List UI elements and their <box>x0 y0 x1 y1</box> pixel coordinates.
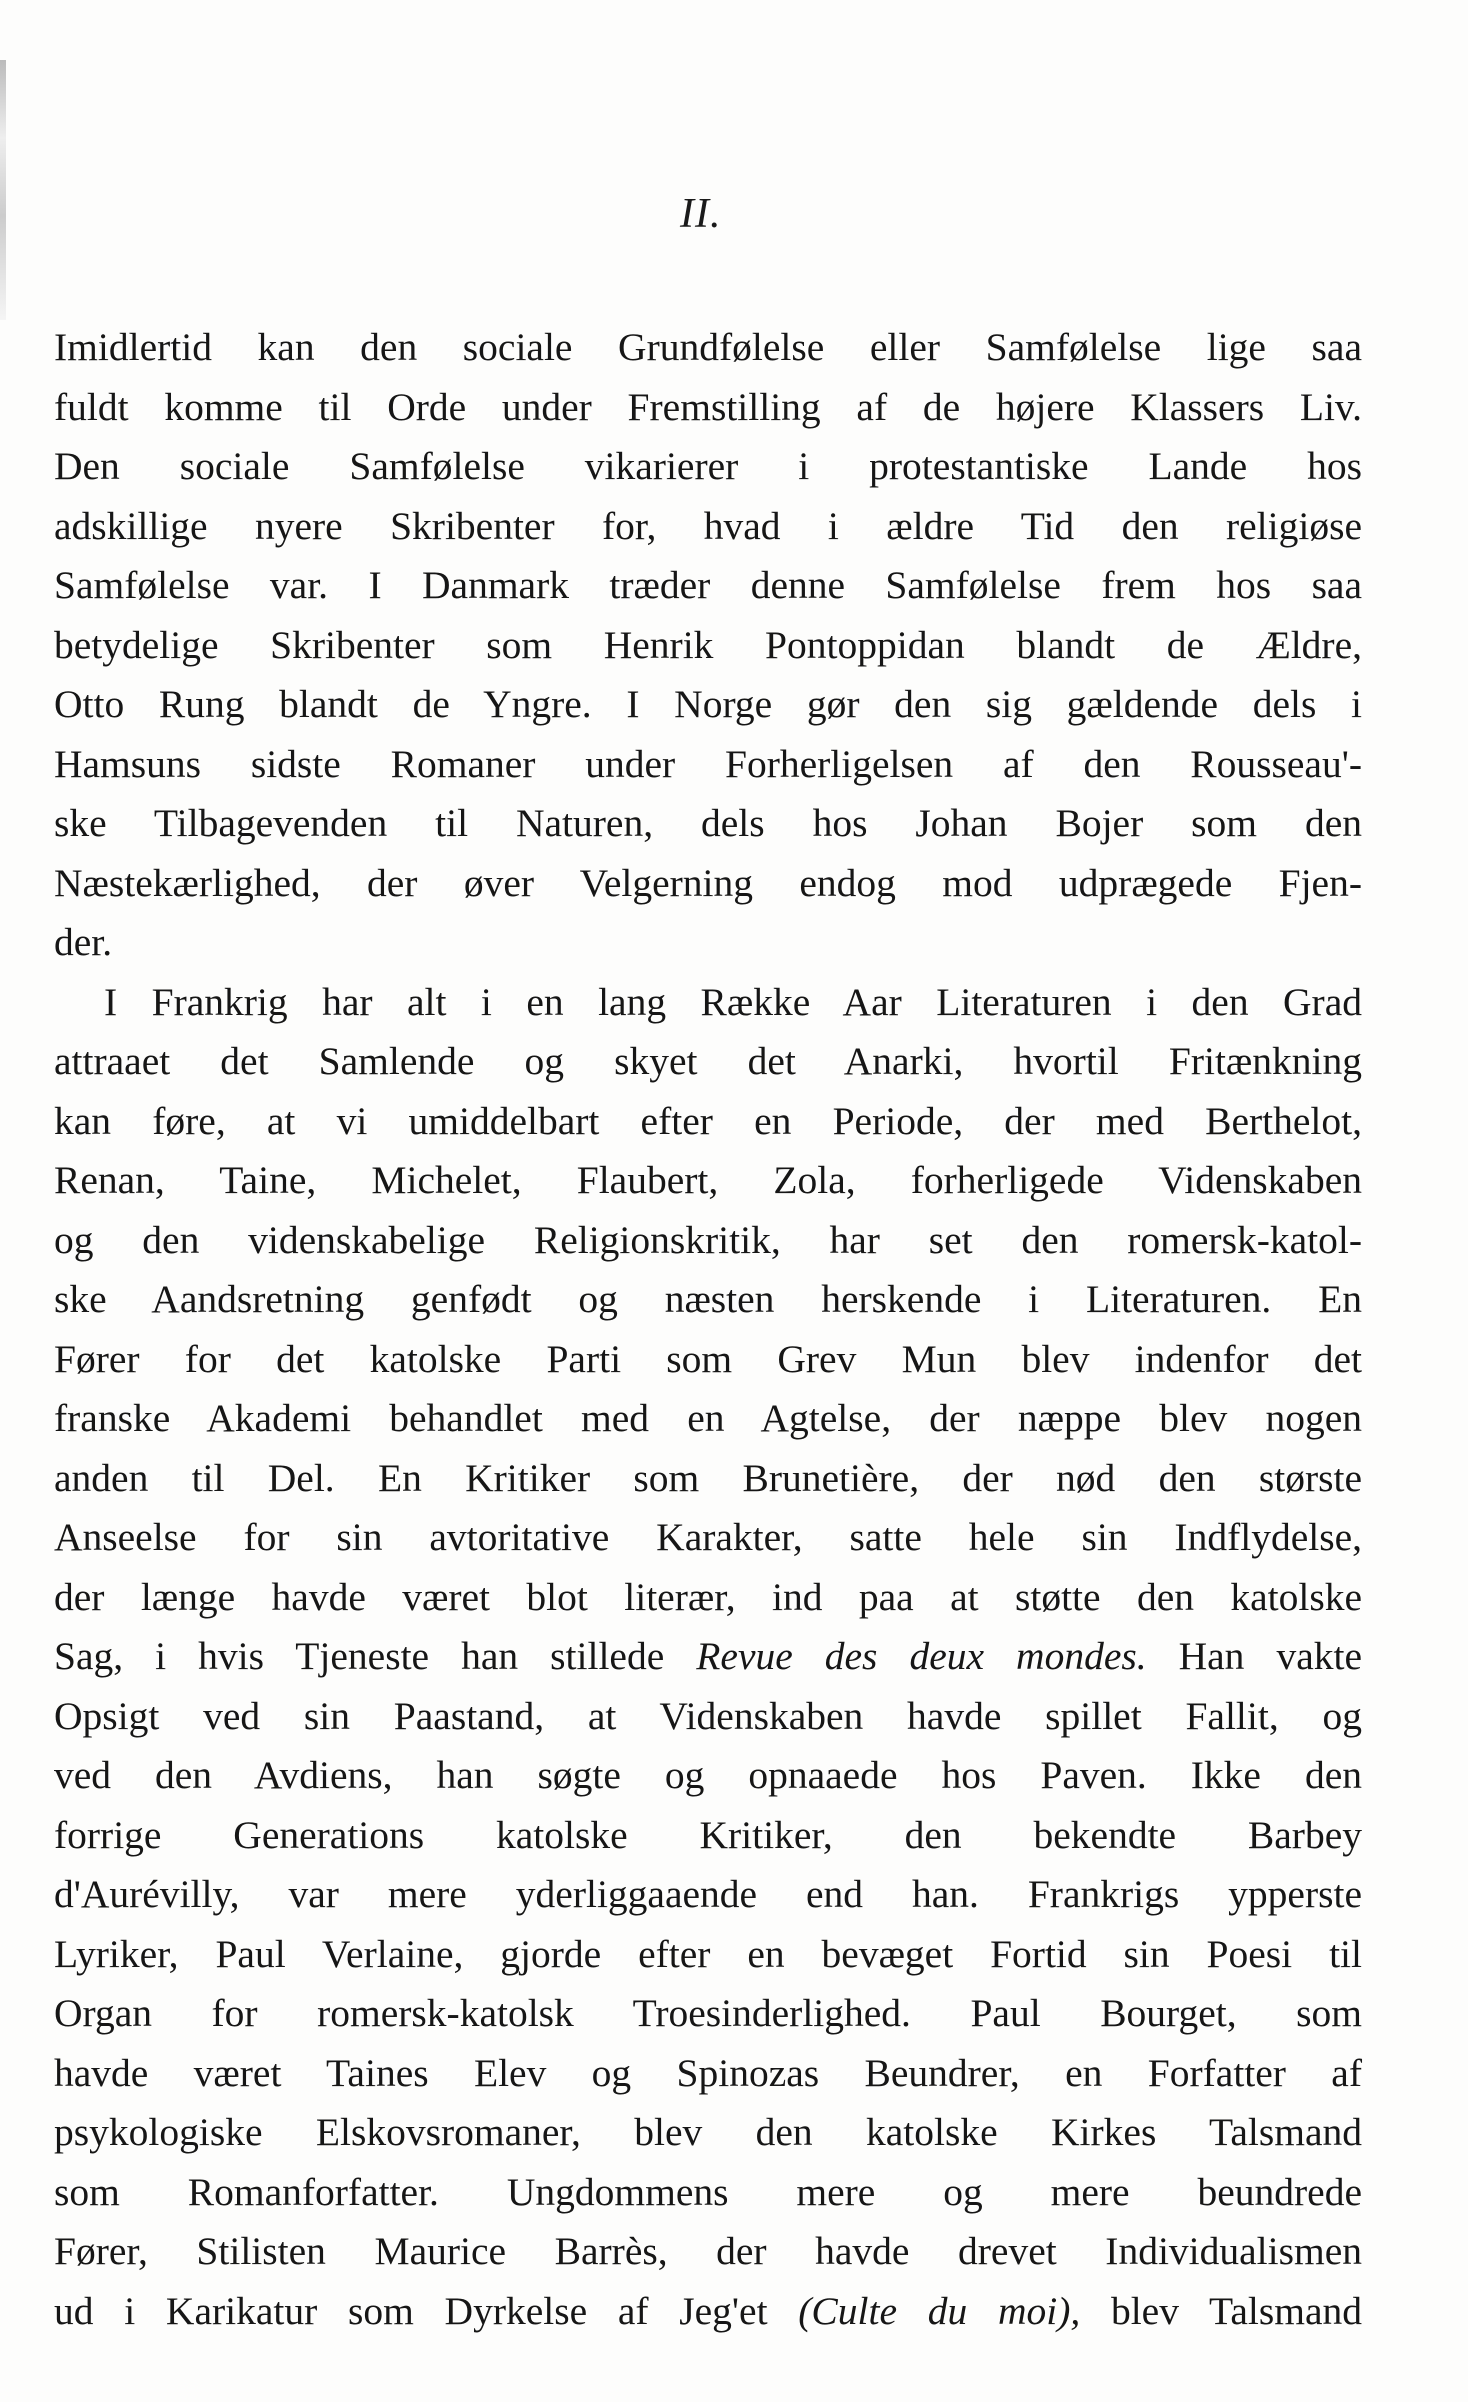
text-line: I Frankrig har alt i en lang Række Aar Literaturen i den Grad <box>104 979 1362 1024</box>
italic-title: (Culte du moi), <box>798 2288 1081 2333</box>
text-line: Fører for det katolske Parti som Grev Mun blev indenfor det <box>54 1336 1362 1381</box>
text-line: fuldt komme til Orde under Fremstilling af de højere Klassers Liv. <box>54 384 1362 429</box>
text-line: adskillige nyere Skribenter for, hvad i ældre Tid den religiøse <box>54 503 1362 548</box>
body-text <box>54 318 1362 2341</box>
text-line: Renan, Taine, Michelet, Flaubert, Zola, forherligede Videnskaben <box>54 1158 1362 1202</box>
text-line: franske Akademi behandlet med en Agtelse, der næppe blev nogen <box>54 1396 1362 1440</box>
text-line <box>54 2282 1362 2342</box>
text-line: ske Aandsretning genfødt og næsten herskende i Literaturen. En <box>54 1277 1362 1321</box>
text-line: Lyriker, Paul Verlaine, gjorde efter en bevæget Fortid sin Poesi til <box>54 1931 1362 1976</box>
text-line: Organ for romersk-katolsk Troesinderlighed. Paul Bourget, som <box>54 1991 1362 2035</box>
text-line: ved den Avdiens, han søgte og opnaaede hos Paven. Ikke den <box>54 1753 1362 1797</box>
text-line <box>54 1627 1362 1687</box>
text-line: Fører, Stilisten Maurice Barrès, der havde drevet Individualismen <box>54 2229 1362 2273</box>
text-line: Samfølelse var. I Danmark træder denne Samfølelse frem hos saa <box>54 563 1362 607</box>
text-line: anden til Del. En Kritiker som Brunetière, der nød den største <box>54 1455 1362 1500</box>
text-line: Otto Rung blandt de Yngre. I Norge gør den sig gældende dels i <box>54 682 1362 726</box>
text-line: kan føre, at vi umiddelbart efter en Periode, der med Berthelot, <box>54 1098 1362 1143</box>
scan-edge-shadow <box>0 60 6 320</box>
text-line: d'Aurévilly, var mere yderliggaaende end han. Frankrigs ypperste <box>54 1872 1362 1916</box>
italic-title: Revue des deux mondes. <box>696 1634 1147 1678</box>
text-line: ske Tilbagevenden til Naturen, dels hos Johan Bojer som den <box>54 801 1362 845</box>
text-segment: Sag, i hvis Tjeneste han stillede <box>54 1634 697 1678</box>
text-line: forrige Generations katolske Kritiker, den bekendte Barbey <box>54 1812 1362 1857</box>
text-line: og den videnskabelige Religionskritik, har set den romersk-katol- <box>54 1217 1362 1262</box>
text-line: betydelige Skribenter som Henrik Pontoppidan blandt de Ældre, <box>54 622 1362 667</box>
text-segment: ud i Karikatur som Dyrkelse af Jeg'et <box>54 2288 799 2333</box>
chapter-heading: II. <box>680 191 722 237</box>
text-line: der. <box>54 920 113 964</box>
text-line: havde været Taines Elev og Spinozas Beundrer, en Forfatter af <box>54 2050 1362 2095</box>
text-line: som Romanforfatter. Ungdommens mere og mere beundrede <box>54 2169 1362 2214</box>
text-line: Anseelse for sin avtoritative Karakter, satte hele sin Indflydelse, <box>54 1515 1362 1559</box>
text-line: Imidlertid kan den sociale Grundfølelse eller Samfølelse lige saa <box>54 325 1362 369</box>
text-line: psykologiske Elskovsromaner, blev den katolske Kirkes Talsmand <box>54 2110 1362 2154</box>
text-line: Den sociale Samfølelse vikarierer i protestantiske Lande hos <box>54 444 1362 488</box>
text-line: attraaet det Samlende og skyet det Anarki, hvortil Fritænkning <box>54 1039 1362 1083</box>
text-line: der længe havde været blot literær, ind paa at støtte den katolske <box>54 1574 1362 1619</box>
text-line: Opsigt ved sin Paastand, at Videnskaben havde spillet Fallit, og <box>54 1693 1362 1738</box>
text-segment: Han vakte <box>1146 1634 1362 1678</box>
text-segment: blev Talsmand <box>1080 2288 1362 2333</box>
text-line: Hamsuns sidste Romaner under Forherligelsen af den Rousseau'- <box>54 741 1362 786</box>
text-line: Næstekærlighed, der øver Velgerning endog mod udprægede Fjen- <box>54 860 1362 905</box>
